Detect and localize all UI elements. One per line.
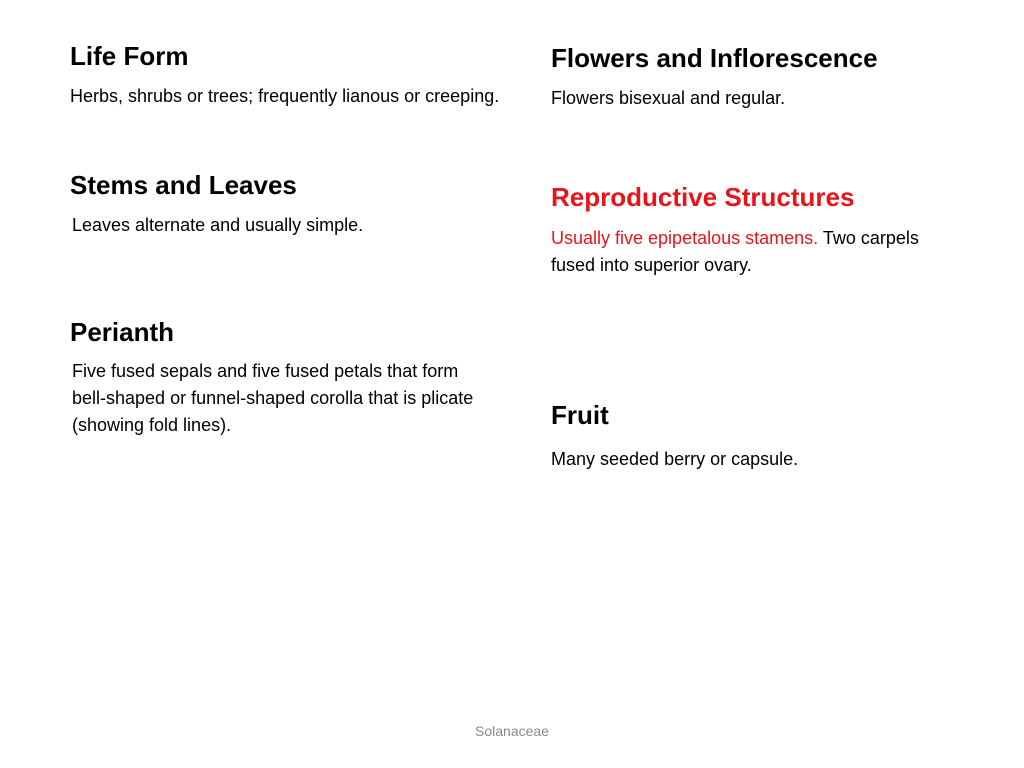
stems-leaves-heading: Stems and Leaves [70, 170, 297, 200]
reproductive-highlight-text: Usually five epipetalous stamens. [551, 228, 819, 248]
reproductive-structures-heading: Reproductive Structures [551, 182, 855, 212]
life-form-heading: Life Form [70, 41, 189, 71]
flowers-inflorescence-text: Flowers bisexual and regular. [551, 88, 786, 108]
reproductive-rest-text: Two carpels fused into superior ovary. [551, 228, 919, 275]
life-form-text: Herbs, shrubs or trees; frequently lianous or creeping. [70, 86, 500, 106]
perianth-text: Five fused sepals and five fused petals that form bell-shaped or funnel-shaped corolla that is plicate (showing fold lines). [72, 361, 474, 435]
slide-footer: Solanaceae [475, 723, 549, 739]
fruit-text: Many seeded berry or capsule. [551, 449, 799, 469]
fruit-heading: Fruit [551, 400, 609, 430]
flowers-inflorescence-heading: Flowers and Inflorescence [551, 43, 878, 73]
stems-leaves-text: Leaves alternate and usually simple. [72, 215, 364, 235]
reproductive-structures-text [551, 225, 961, 279]
perianth-heading: Perianth [70, 317, 175, 347]
